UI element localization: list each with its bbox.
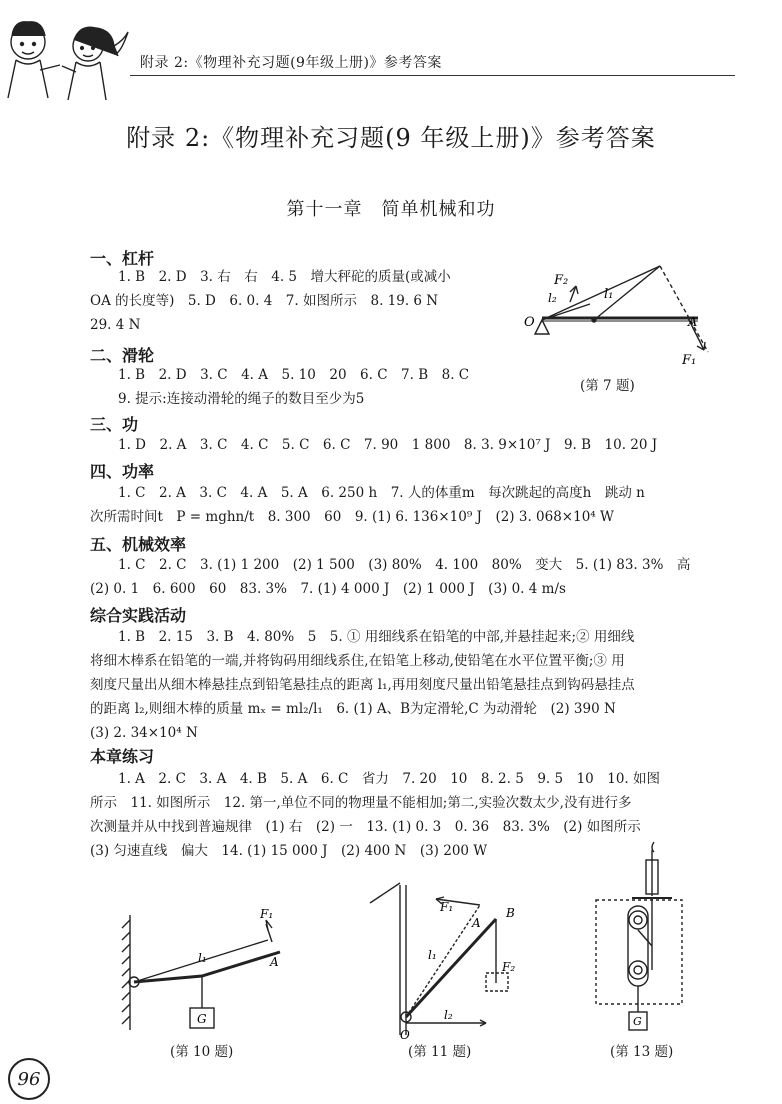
answer-line: 1. B 2. D 3. C 4. A 5. 10 20 6. C 7. B 8. C (118, 367, 470, 383)
answer-line: (3) 匀速直线 偏大 14. (1) 15 000 J (2) 400 N (3) 200 W (90, 843, 488, 859)
answer-line: 1. A 2. C 3. A 4. B 5. A 6. C 省力 7. 20 10 8. 2. 5 9. 5 10 10. 如图 (118, 771, 661, 787)
label-l2: l₂ (548, 291, 557, 305)
answer-line: 1. B 2. 15 3. B 4. 80% 5 5. ① 用细线系在铅笔的中部,并悬挂起来;② 用细线 (118, 629, 635, 645)
label-A: A (270, 955, 279, 969)
label-F1: F₁ (260, 907, 274, 921)
label-B: B (506, 906, 515, 920)
label-A: A (472, 916, 481, 930)
label-l2: l₂ (444, 1008, 453, 1022)
figure-13 (592, 836, 692, 1036)
answer-line: 1. B 2. D 3. 右 右 4. 5 增大秤砣的质量(或减小 (118, 269, 451, 285)
figure-caption: (第 11 题) (408, 1044, 472, 1060)
answer-line: 次测量并从中找到普遍规律 (1) 右 (2) 一 13. (1) 0. 3 0. 36 83. 3% (2) 如图所示 (90, 819, 641, 835)
label-O: O (524, 315, 535, 330)
figure-10 (110, 890, 300, 1035)
label-O: O (400, 1028, 410, 1040)
section-heading-lever: 一、杠杆 (90, 249, 155, 268)
lever-diagram-10 (110, 890, 300, 1035)
answer-line: OA 的长度等) 5. D 6. 0. 4 7. 如图所示 8. 19. 6 N (90, 293, 439, 309)
answer-line: 将细木棒系在铅笔的一端,并将钩码用细线系住,在铅笔上移动,使铅笔在水平位置平衡;③ 用 (90, 653, 625, 669)
label-F2: F₂ (554, 273, 569, 288)
section-heading-review: 本章练习 (90, 747, 155, 766)
answer-line: 次所需时间t P = mghn/t 8. 300 60 9. (1) 6. 136×10⁹ J (2) 3. 068×10⁴ W (90, 509, 614, 525)
page-title: 附录 2:《物理补充习题(9 年级上册)》参考答案 (126, 124, 656, 152)
answer-line: 29. 4 N (90, 317, 141, 333)
label-l1: l₁ (604, 287, 614, 302)
header-cartoon-children (0, 10, 135, 105)
label-F2: F₂ (502, 960, 516, 974)
figure-11 (360, 875, 530, 1040)
section-heading-pulley: 二、滑轮 (90, 346, 155, 365)
figure-caption: (第 7 题) (580, 378, 635, 394)
answer-line: 9. 提示:连接动滑轮的绳子的数目至少为5 (118, 391, 365, 407)
chapter-title: 第十一章 简单机械和功 (286, 199, 496, 220)
figure-caption: (第 10 题) (170, 1044, 234, 1060)
answer-line: 刻度尺量出从细木棒悬挂点到铅笔悬挂点的距离 l₁,再用刻度尺量出铅笔悬挂点到钩码悬挂点 (90, 677, 635, 693)
answer-line: (2) 0. 1 6. 600 60 83. 3% 7. (1) 4 000 J (2) 1 000 J (3) 0. 4 m/s (90, 581, 566, 597)
header-divider (130, 75, 735, 76)
cartoon-illustration (0, 10, 135, 105)
answer-line: (3) 2. 34×10⁴ N (90, 725, 198, 741)
label-l1: l₁ (428, 948, 437, 962)
answer-line: 1. C 2. A 3. C 4. A 5. A 6. 250 h 7. 人的体重m 每次跳起的高度h 跳动 n (118, 485, 645, 501)
answer-line: 1. C 2. C 3. (1) 1 200 (2) 1 500 (3) 80% 4. 100 80% 变大 5. (1) 83. 3% 高 (118, 557, 691, 573)
running-header: 附录 2:《物理补充习题(9年级上册)》参考答案 (140, 55, 442, 71)
section-heading-work: 三、功 (90, 415, 139, 434)
label-A: A (688, 315, 698, 330)
answer-line: 1. D 2. A 3. C 4. C 5. C 6. C 7. 90 1 800 8. 3. 9×10⁷ J 9. B 10. 20 J (118, 437, 658, 453)
label-F1: F₁ (682, 353, 697, 368)
section-heading-efficiency: 五、机械效率 (90, 535, 187, 554)
pulley-diagram-13 (592, 836, 692, 1036)
label-l1: l₁ (198, 951, 207, 965)
label-F1: F₁ (440, 900, 454, 914)
label-G: G (633, 1015, 642, 1028)
label-G: G (197, 1012, 207, 1026)
page-number: 96 (8, 1058, 50, 1100)
section-heading-practice: 综合实践活动 (90, 606, 187, 625)
answer-line: 的距离 l₂,则细木棒的质量 mₓ = ml₂/l₁ 6. (1) A、B为定滑轮,C 为动滑轮 (2) 390 N (90, 701, 616, 717)
lever-diagram-11 (360, 875, 530, 1040)
section-heading-power: 四、功率 (90, 462, 155, 481)
figure-caption: (第 13 题) (610, 1044, 674, 1060)
answer-line: 所示 11. 如图所示 12. 第一,单位不同的物理量不能相加;第二,实验次数太少,没有进行多 (90, 795, 632, 811)
